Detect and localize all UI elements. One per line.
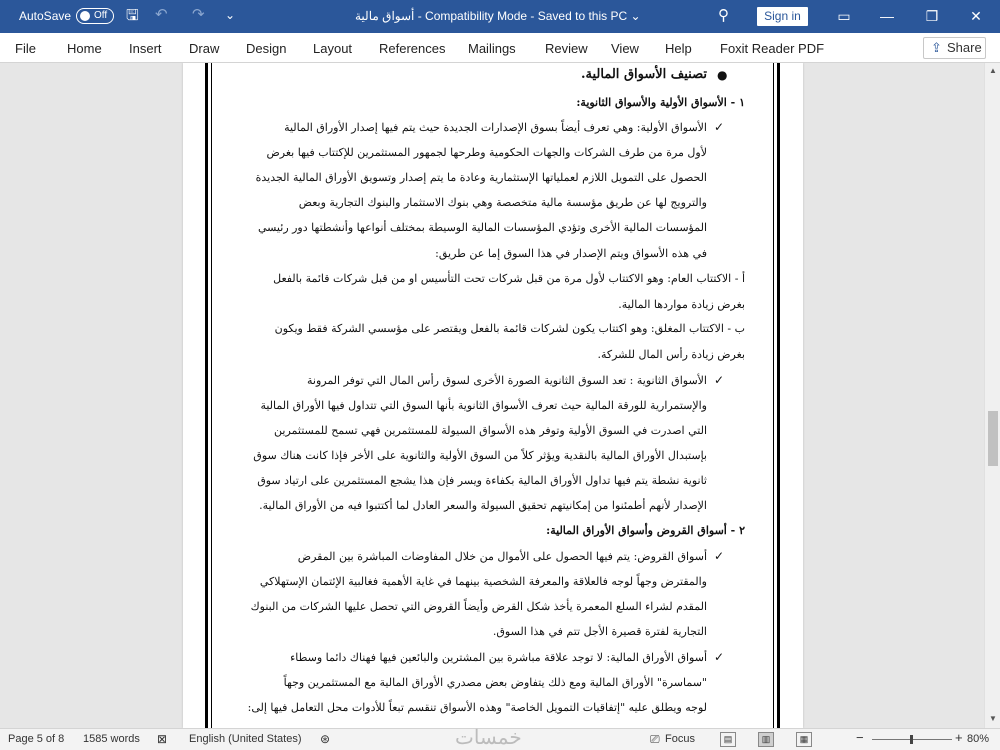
paragraph-line: أسواق القروض: يتم فيها الحصول على الأموال من خلال المفاوضات المباشرة بين المقرض xyxy=(297,550,707,563)
subheading-1: ١ - الأسواق الأولية والأسواق الثانوية: xyxy=(576,96,745,109)
print-layout-icon[interactable]: ▥ xyxy=(758,732,774,747)
document-area[interactable] xyxy=(0,63,984,728)
watermark-logo: خمسات xyxy=(455,727,522,749)
paragraph-line: المقدم لشراء السلع المعمرة يأخذ شكل القرض وأيضاً القروض التي تحصل عليها الشركات من البنوك xyxy=(250,600,707,613)
accessibility-icon[interactable]: ⊛ xyxy=(320,732,331,746)
paragraph-line: الأسواق الثانوية : تعد السوق الثانوية الصورة الأخرى لسوق رأس المال التي توفر المرونة xyxy=(306,374,707,387)
status-bar xyxy=(0,728,1000,750)
page-border-right-inner xyxy=(773,63,774,728)
heading-classification: تصنيف الأسواق المالية. xyxy=(580,67,707,82)
paragraph-line: المؤسسات المالية الأخرى وتؤدي المؤسسات المالية الوسيطة بمختلف أنواعها وأنشطتها دور رئيسي xyxy=(257,221,707,234)
ribbon-tabs xyxy=(0,33,1000,63)
page-border-left-inner xyxy=(211,63,212,728)
vertical-scrollbar[interactable] xyxy=(984,63,1000,728)
ribbon-display-options-icon[interactable]: ▭ xyxy=(837,8,851,24)
minimize-icon[interactable]: — xyxy=(880,8,894,24)
page-border-right xyxy=(777,63,780,728)
zoom-out-icon[interactable]: − xyxy=(856,730,864,745)
sign-in-button[interactable]: Sign in xyxy=(757,7,808,26)
paragraph-line: ب - الاكتتاب المغلق: وهو اكتتاب يكون لشركات قائمة بالفعل ويقتصر على مؤسسي الشركة فقط ويكون xyxy=(274,322,745,335)
document-page[interactable] xyxy=(183,63,803,728)
share-button[interactable] xyxy=(923,37,986,59)
tab-layout[interactable]: Layout xyxy=(313,41,353,56)
tab-home[interactable]: Home xyxy=(67,41,102,56)
tab-file[interactable]: File xyxy=(15,41,36,56)
read-mode-icon[interactable]: ▤ xyxy=(720,732,736,747)
paragraph-line: أسواق الأوراق المالية: لا توجد علاقة مباشرة بين المشترين والبائعين فيها فهناك دائما وسطاء xyxy=(290,651,707,664)
proofing-icon[interactable]: ⊠ xyxy=(157,732,168,746)
zoom-level[interactable]: 80% xyxy=(967,733,990,745)
paragraph-line: بغرض زيادة مواردها المالية. xyxy=(618,298,745,311)
checkmark-icon: ✓ xyxy=(714,373,725,387)
checkmark-icon: ✓ xyxy=(714,650,725,664)
paragraph-line: لأول مرة من طرف الشركات والجهات الحكومية وطرحها لجمهور المستثمرين للإكتتاب فيها بغرض xyxy=(266,146,707,159)
paragraph-line: التي اصدرت في السوق الأولية وتوفر هذه الأسواق السيولة للمستثمرين فهي تسمح للمستثمرين xyxy=(274,424,707,437)
paragraph-line: "سماسرة" الأوراق المالية ومع ذلك يتفاوض بعض مصدري الأوراق المالية مع المستثمرين وجهاً xyxy=(283,676,707,689)
autosave-label: AutoSave xyxy=(19,9,72,23)
scroll-thumb[interactable] xyxy=(988,411,998,466)
paragraph-line: الحصول على التمويل اللازم لعملياتها الإستثمارية وعادة ما يتم إصدار وتسويق الأوراق المالية الجديدة xyxy=(255,171,707,184)
close-icon[interactable]: ✕ xyxy=(970,8,982,24)
tab-help[interactable]: Help xyxy=(665,41,692,56)
document-title: أسواق مالية - Compatibility Mode - Saved to this PC ⌄ xyxy=(355,9,641,23)
tab-view[interactable]: View xyxy=(611,41,639,56)
zoom-in-icon[interactable]: + xyxy=(955,730,963,745)
page-count[interactable]: Page 5 of 8 xyxy=(8,733,65,745)
paragraph-line: والترويج لها عن طريق مؤسسة مالية متخصصة وهي بنوك الاستثمار والبنوك التجارية وبعض xyxy=(298,196,707,209)
paragraph-line: الإصدار لأنهم أطمئنوا من إمكانيتهم تحقيق السيولة والسعر العادل لما أكتتبوا فيه من الأوراق المالية. xyxy=(259,499,707,512)
scroll-up-icon[interactable]: ▲ xyxy=(989,66,997,75)
tab-foxit-reader-pdf[interactable]: Foxit Reader PDF xyxy=(720,41,825,56)
tab-insert[interactable]: Insert xyxy=(129,41,162,56)
paragraph-line: بإستبدال الأوراق المالية بالنقدية ويؤثر كلاً من السوق الأولية والثانوية على الأخر فإذا كانت هناك سوق xyxy=(253,449,707,462)
zoom-slider-knob[interactable] xyxy=(910,735,913,744)
paragraph-line: ثانوية نشطة يتم فيها تداول الأوراق المالية بكفاءة ويسر فإن هذا يشجع المستثمرين على ارتياد سوق xyxy=(257,474,707,487)
subheading-2: ٢ - أسواق القروض وأسواق الأوراق المالية: xyxy=(546,524,745,537)
autosave-state: Off xyxy=(94,10,108,21)
bullet-icon: ● xyxy=(717,68,728,82)
tab-references[interactable]: References xyxy=(379,41,446,56)
share-label: Share xyxy=(947,40,982,55)
tab-draw[interactable]: Draw xyxy=(189,41,220,56)
paragraph-line: الأسواق الأولية: وهي تعرف أيضاً بسوق الإصدارات الجديدة حيث يتم فيها إصدار الأوراق المالية xyxy=(284,121,707,134)
title-bar xyxy=(0,0,1000,33)
web-layout-icon[interactable]: ▦ xyxy=(796,732,812,747)
share-icon: ⇪ xyxy=(931,40,942,55)
toggle-knob xyxy=(80,11,90,21)
tab-review[interactable]: Review xyxy=(545,41,588,56)
undo-icon[interactable]: ↶ xyxy=(155,6,168,23)
save-icon[interactable]: 🖫 xyxy=(126,7,139,24)
paragraph-line: في هذه الأسواق ويتم الإصدار في هذا السوق إما عن طريق: xyxy=(435,247,707,260)
redo-icon[interactable]: ↷ xyxy=(192,6,205,23)
page-border-left xyxy=(205,63,208,728)
checkmark-icon: ✓ xyxy=(714,549,725,563)
search-icon[interactable]: ⚲ xyxy=(718,7,729,24)
tab-design[interactable]: Design xyxy=(246,41,287,56)
paragraph-line: والمقترض وجهاً لوجه فالعلاقة والمعرفة الشخصية بينهما في غاية الأهمية فغالبية الإئتمان الإستهلاكي xyxy=(259,575,707,588)
scroll-down-icon[interactable]: ▼ xyxy=(989,714,997,723)
restore-icon[interactable]: ❐ xyxy=(925,8,939,24)
tab-mailings[interactable]: Mailings xyxy=(468,41,516,56)
paragraph-line: بغرض زيادة رأس المال للشركة. xyxy=(597,348,745,361)
paragraph-line: التجارية لفترة قصيرة الأجل تتم في هذا السوق. xyxy=(492,625,707,638)
customize-quick-access-icon[interactable]: ⌄ xyxy=(225,8,236,22)
paragraph-line: أ - الاكتتاب العام: وهو الاكتتاب لأول مرة من قبل شركات تحت التأسيس او من قبل شركات قائمة بالفعل xyxy=(273,272,745,285)
paragraph-line: والإستمرارية للورقة المالية حيث تعرف الأسواق الثانوية بأنها السوق التي تتداول فيها الأوراق المالية xyxy=(260,399,707,412)
language-indicator[interactable]: English (United States) xyxy=(189,733,302,745)
paragraph-line: لوجه ويطلق عليه "إتفاقيات التمويل الخاصة" وهذه الأسواق تنقسم تبعاً للأدوات محل التعامل فيها إلى: xyxy=(247,701,707,714)
focus-icon[interactable]: ⎚ xyxy=(650,732,660,746)
focus-label[interactable]: Focus xyxy=(665,733,695,745)
word-count[interactable]: 1585 words xyxy=(83,733,140,745)
checkmark-icon: ✓ xyxy=(714,120,725,134)
autosave-toggle[interactable] xyxy=(76,8,114,24)
